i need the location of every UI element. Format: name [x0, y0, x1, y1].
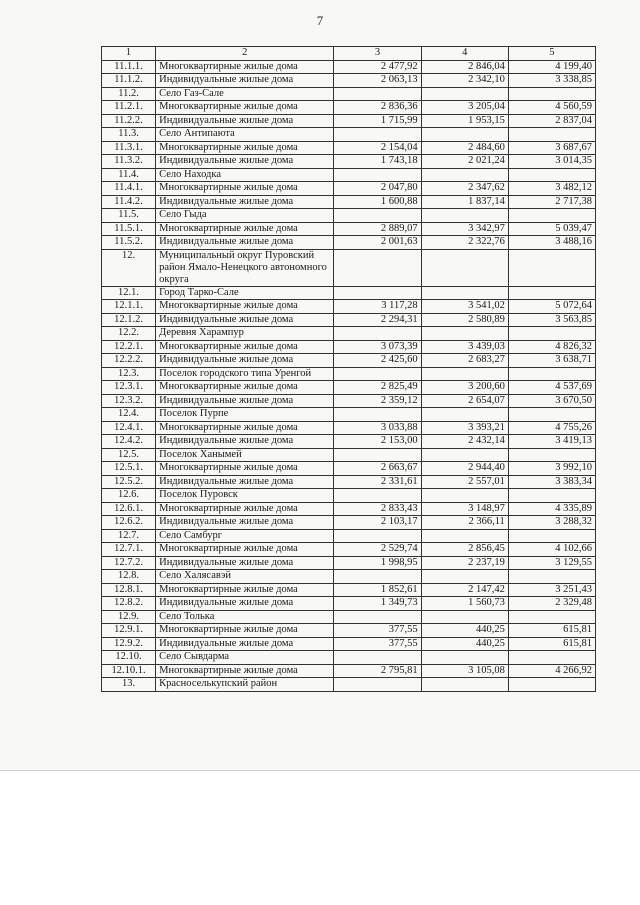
- table-row: [102, 155, 596, 169]
- row-name-cell: Многоквартирные жилые дома: [156, 502, 334, 516]
- value-col3-cell: 2 833,43: [334, 502, 421, 516]
- table-row: [102, 195, 596, 209]
- row-name-cell: Индивидуальные жилые дома: [156, 155, 334, 169]
- table-row: [102, 249, 596, 286]
- value-col5-cell: [508, 367, 595, 381]
- row-number-cell: 12.4.: [102, 408, 156, 422]
- value-col5-cell: 3 383,34: [508, 475, 595, 489]
- row-name-cell: Село Находка: [156, 168, 334, 182]
- value-col4-cell: [421, 209, 508, 223]
- value-col5-cell: 5 039,47: [508, 222, 595, 236]
- value-col5-cell: 3 687,67: [508, 141, 595, 155]
- row-number-cell: 12.: [102, 249, 156, 286]
- table-row: [102, 462, 596, 476]
- row-number-cell: 12.6.2.: [102, 516, 156, 530]
- table-row: [102, 408, 596, 422]
- value-col5-cell: [508, 610, 595, 624]
- table-row: [102, 678, 596, 692]
- table-row: [102, 286, 596, 300]
- row-number-cell: 11.3.: [102, 128, 156, 142]
- table-row: [102, 664, 596, 678]
- table-row: [102, 74, 596, 88]
- table-row: [102, 300, 596, 314]
- value-col3-cell: 377,55: [334, 637, 421, 651]
- value-col4-cell: 2 683,27: [421, 354, 508, 368]
- table-row: [102, 489, 596, 503]
- value-col5-cell: 3 129,55: [508, 556, 595, 570]
- row-name-cell: Многоквартирные жилые дома: [156, 300, 334, 314]
- value-col5-cell: 4 537,69: [508, 381, 595, 395]
- value-col5-cell: 3 419,13: [508, 435, 595, 449]
- value-col5-cell: 4 266,92: [508, 664, 595, 678]
- row-number-cell: 12.3.1.: [102, 381, 156, 395]
- value-col5-cell: 3 014,35: [508, 155, 595, 169]
- row-name-cell: Многоквартирные жилые дома: [156, 101, 334, 115]
- value-col4-cell: 1 953,15: [421, 114, 508, 128]
- table-row: [102, 556, 596, 570]
- value-col5-cell: 4 826,32: [508, 340, 595, 354]
- value-col5-cell: [508, 570, 595, 584]
- value-col4-cell: 3 200,60: [421, 381, 508, 395]
- table-row: [102, 610, 596, 624]
- value-col4-cell: 3 541,02: [421, 300, 508, 314]
- value-col5-cell: 5 072,64: [508, 300, 595, 314]
- value-col3-cell: [334, 678, 421, 692]
- row-name-cell: Село Гыда: [156, 209, 334, 223]
- table-row: [102, 313, 596, 327]
- table-row: [102, 624, 596, 638]
- value-col3-cell: 1 715,99: [334, 114, 421, 128]
- value-col4-cell: 1 837,14: [421, 195, 508, 209]
- value-col4-cell: 3 393,21: [421, 421, 508, 435]
- row-number-cell: 12.10.1.: [102, 664, 156, 678]
- table-row: [102, 381, 596, 395]
- value-col4-cell: 3 205,04: [421, 101, 508, 115]
- table-row: [102, 570, 596, 584]
- value-col3-cell: 2 063,13: [334, 74, 421, 88]
- row-number-cell: 12.5.1.: [102, 462, 156, 476]
- value-col5-cell: [508, 651, 595, 665]
- value-col4-cell: 2 021,24: [421, 155, 508, 169]
- value-col4-cell: [421, 610, 508, 624]
- table-row: [102, 597, 596, 611]
- value-col5-cell: 3 992,10: [508, 462, 595, 476]
- value-col4-cell: [421, 489, 508, 503]
- row-number-cell: 12.6.: [102, 489, 156, 503]
- row-name-cell: Многоквартирные жилые дома: [156, 222, 334, 236]
- row-name-cell: Село Халясавэй: [156, 570, 334, 584]
- row-number-cell: 12.1.: [102, 286, 156, 300]
- value-col3-cell: 2 425,60: [334, 354, 421, 368]
- row-number-cell: 11.5.1.: [102, 222, 156, 236]
- table-row: [102, 182, 596, 196]
- table-row: [102, 209, 596, 223]
- value-col3-cell: [334, 448, 421, 462]
- value-col5-cell: 3 670,50: [508, 394, 595, 408]
- row-name-cell: Многоквартирные жилые дома: [156, 60, 334, 74]
- value-col3-cell: [334, 610, 421, 624]
- row-number-cell: 12.2.2.: [102, 354, 156, 368]
- value-col3-cell: [334, 209, 421, 223]
- value-col3-cell: 2 294,31: [334, 313, 421, 327]
- value-col3-cell: [334, 367, 421, 381]
- value-col5-cell: [508, 209, 595, 223]
- row-number-cell: 11.1.1.: [102, 60, 156, 74]
- row-number-cell: 11.1.2.: [102, 74, 156, 88]
- value-col3-cell: 2 889,07: [334, 222, 421, 236]
- value-col3-cell: [334, 408, 421, 422]
- value-col5-cell: 615,81: [508, 637, 595, 651]
- row-name-cell: Индивидуальные жилые дома: [156, 236, 334, 250]
- value-col5-cell: 2 717,38: [508, 195, 595, 209]
- value-col3-cell: 2 153,00: [334, 435, 421, 449]
- row-name-cell: Многоквартирные жилые дома: [156, 421, 334, 435]
- table-row: [102, 101, 596, 115]
- row-name-cell: Многоквартирные жилые дома: [156, 182, 334, 196]
- value-col3-cell: 3 117,28: [334, 300, 421, 314]
- table-header-row: [102, 47, 596, 61]
- row-number-cell: 12.2.1.: [102, 340, 156, 354]
- row-number-cell: 11.2.2.: [102, 114, 156, 128]
- value-col4-cell: [421, 570, 508, 584]
- value-col3-cell: 2 001,63: [334, 236, 421, 250]
- table-row: [102, 637, 596, 651]
- value-col4-cell: 2 366,11: [421, 516, 508, 530]
- row-number-cell: 11.4.1.: [102, 182, 156, 196]
- value-col4-cell: [421, 651, 508, 665]
- table-row: [102, 168, 596, 182]
- value-col3-cell: 2 477,92: [334, 60, 421, 74]
- value-col5-cell: 3 338,85: [508, 74, 595, 88]
- header-cell-2: 2: [156, 47, 334, 61]
- row-name-cell: Поселок Ханымей: [156, 448, 334, 462]
- value-col4-cell: 3 148,97: [421, 502, 508, 516]
- table-row: [102, 475, 596, 489]
- row-name-cell: Индивидуальные жилые дома: [156, 313, 334, 327]
- value-col5-cell: 4 199,40: [508, 60, 595, 74]
- value-col5-cell: [508, 448, 595, 462]
- value-col4-cell: [421, 678, 508, 692]
- value-col5-cell: 4 560,59: [508, 101, 595, 115]
- row-name-cell: Многоквартирные жилые дома: [156, 141, 334, 155]
- header-cell-4: 4: [421, 47, 508, 61]
- value-col4-cell: [421, 286, 508, 300]
- table-row: [102, 60, 596, 74]
- value-col3-cell: 1 349,73: [334, 597, 421, 611]
- row-number-cell: 12.7.2.: [102, 556, 156, 570]
- row-number-cell: 12.3.: [102, 367, 156, 381]
- value-col5-cell: [508, 286, 595, 300]
- value-col5-cell: 615,81: [508, 624, 595, 638]
- row-number-cell: 12.5.: [102, 448, 156, 462]
- price-table: [101, 46, 596, 692]
- value-col4-cell: [421, 529, 508, 543]
- header-cell-5: 5: [508, 47, 595, 61]
- value-col3-cell: 2 529,74: [334, 543, 421, 557]
- value-col3-cell: 3 073,39: [334, 340, 421, 354]
- row-name-cell: Индивидуальные жилые дома: [156, 475, 334, 489]
- value-col3-cell: 3 033,88: [334, 421, 421, 435]
- value-col3-cell: [334, 286, 421, 300]
- row-name-cell: Многоквартирные жилые дома: [156, 462, 334, 476]
- table-row: [102, 236, 596, 250]
- table-row: [102, 114, 596, 128]
- value-col4-cell: 2 580,89: [421, 313, 508, 327]
- table-row: [102, 421, 596, 435]
- value-col4-cell: 3 105,08: [421, 664, 508, 678]
- value-col4-cell: 440,25: [421, 624, 508, 638]
- value-col4-cell: [421, 128, 508, 142]
- row-name-cell: Индивидуальные жилые дома: [156, 637, 334, 651]
- row-number-cell: 13.: [102, 678, 156, 692]
- row-number-cell: 11.4.2.: [102, 195, 156, 209]
- value-col5-cell: 2 329,48: [508, 597, 595, 611]
- value-col5-cell: 4 102,66: [508, 543, 595, 557]
- table-row: [102, 448, 596, 462]
- value-col3-cell: 2 331,61: [334, 475, 421, 489]
- row-number-cell: 12.1.1.: [102, 300, 156, 314]
- row-name-cell: Красноселькупский район: [156, 678, 334, 692]
- value-col4-cell: 2 944,40: [421, 462, 508, 476]
- value-col3-cell: 2 047,80: [334, 182, 421, 196]
- value-col5-cell: 3 488,16: [508, 236, 595, 250]
- row-number-cell: 12.7.: [102, 529, 156, 543]
- row-number-cell: 11.2.: [102, 87, 156, 101]
- row-name-cell: Многоквартирные жилые дома: [156, 340, 334, 354]
- row-number-cell: 12.9.: [102, 610, 156, 624]
- value-col5-cell: 3 288,32: [508, 516, 595, 530]
- value-col5-cell: 2 837,04: [508, 114, 595, 128]
- value-col5-cell: 4 755,26: [508, 421, 595, 435]
- value-col4-cell: 2 342,10: [421, 74, 508, 88]
- value-col5-cell: [508, 128, 595, 142]
- value-col4-cell: [421, 408, 508, 422]
- value-col3-cell: 2 825,49: [334, 381, 421, 395]
- row-name-cell: Село Толька: [156, 610, 334, 624]
- row-name-cell: Село Сывдарма: [156, 651, 334, 665]
- value-col3-cell: 2 836,36: [334, 101, 421, 115]
- value-col5-cell: [508, 529, 595, 543]
- value-col4-cell: 2 846,04: [421, 60, 508, 74]
- row-number-cell: 11.2.1.: [102, 101, 156, 115]
- row-name-cell: Индивидуальные жилые дома: [156, 556, 334, 570]
- table-row: [102, 529, 596, 543]
- table-row: [102, 327, 596, 341]
- row-number-cell: 11.3.1.: [102, 141, 156, 155]
- row-number-cell: 11.3.2.: [102, 155, 156, 169]
- row-number-cell: 11.4.: [102, 168, 156, 182]
- row-name-cell: Индивидуальные жилые дома: [156, 354, 334, 368]
- table-row: [102, 340, 596, 354]
- row-name-cell: Поселок Пуровск: [156, 489, 334, 503]
- row-number-cell: 12.9.1.: [102, 624, 156, 638]
- row-number-cell: 11.5.: [102, 209, 156, 223]
- value-col4-cell: [421, 327, 508, 341]
- value-col5-cell: [508, 408, 595, 422]
- value-col4-cell: [421, 168, 508, 182]
- row-number-cell: 12.8.2.: [102, 597, 156, 611]
- row-name-cell: Индивидуальные жилые дома: [156, 74, 334, 88]
- row-name-cell: Индивидуальные жилые дома: [156, 114, 334, 128]
- value-col4-cell: 2 654,07: [421, 394, 508, 408]
- value-col3-cell: 1 600,88: [334, 195, 421, 209]
- value-col4-cell: [421, 87, 508, 101]
- row-name-cell: Индивидуальные жилые дома: [156, 516, 334, 530]
- row-name-cell: Многоквартирные жилые дома: [156, 664, 334, 678]
- row-number-cell: 12.4.2.: [102, 435, 156, 449]
- row-number-cell: 12.10.: [102, 651, 156, 665]
- value-col3-cell: 2 359,12: [334, 394, 421, 408]
- value-col4-cell: 2 347,62: [421, 182, 508, 196]
- value-col5-cell: 3 482,12: [508, 182, 595, 196]
- table-row: [102, 394, 596, 408]
- value-col5-cell: 3 638,71: [508, 354, 595, 368]
- value-col4-cell: 3 342,97: [421, 222, 508, 236]
- value-col3-cell: 1 998,95: [334, 556, 421, 570]
- table-row: [102, 141, 596, 155]
- value-col4-cell: 2 237,19: [421, 556, 508, 570]
- value-col3-cell: [334, 168, 421, 182]
- value-col5-cell: [508, 327, 595, 341]
- value-col5-cell: 3 563,85: [508, 313, 595, 327]
- header-cell-1: 1: [102, 47, 156, 61]
- row-number-cell: 12.8.1.: [102, 583, 156, 597]
- page-number: 7: [316, 13, 324, 28]
- value-col3-cell: [334, 651, 421, 665]
- value-col3-cell: [334, 128, 421, 142]
- value-col3-cell: [334, 327, 421, 341]
- row-name-cell: Поселок Пурпе: [156, 408, 334, 422]
- table-row: [102, 543, 596, 557]
- value-col3-cell: 2 154,04: [334, 141, 421, 155]
- row-name-cell: Село Газ-Сале: [156, 87, 334, 101]
- value-col5-cell: [508, 168, 595, 182]
- row-name-cell: Индивидуальные жилые дома: [156, 195, 334, 209]
- value-col5-cell: 4 335,89: [508, 502, 595, 516]
- value-col4-cell: [421, 448, 508, 462]
- value-col3-cell: 2 103,17: [334, 516, 421, 530]
- value-col4-cell: [421, 249, 508, 286]
- value-col4-cell: [421, 367, 508, 381]
- value-col4-cell: 2 322,76: [421, 236, 508, 250]
- row-name-cell: Многоквартирные жилые дома: [156, 381, 334, 395]
- table-row: [102, 87, 596, 101]
- table-row: [102, 502, 596, 516]
- row-name-cell: Многоквартирные жилые дома: [156, 624, 334, 638]
- value-col3-cell: 1 743,18: [334, 155, 421, 169]
- value-col5-cell: [508, 489, 595, 503]
- value-col4-cell: 2 557,01: [421, 475, 508, 489]
- row-name-cell: Индивидуальные жилые дома: [156, 394, 334, 408]
- table-row: [102, 516, 596, 530]
- row-name-cell: Село Самбург: [156, 529, 334, 543]
- value-col4-cell: 440,25: [421, 637, 508, 651]
- header-cell-3: 3: [334, 47, 421, 61]
- value-col3-cell: [334, 87, 421, 101]
- row-number-cell: 12.9.2.: [102, 637, 156, 651]
- value-col3-cell: [334, 529, 421, 543]
- value-col3-cell: [334, 489, 421, 503]
- value-col3-cell: [334, 570, 421, 584]
- value-col3-cell: 2 663,67: [334, 462, 421, 476]
- row-number-cell: 12.1.2.: [102, 313, 156, 327]
- row-number-cell: 12.5.2.: [102, 475, 156, 489]
- table-row: [102, 651, 596, 665]
- row-name-cell: Индивидуальные жилые дома: [156, 435, 334, 449]
- table-row: [102, 367, 596, 381]
- row-name-cell: Муниципальный округ Пуровский район Ямало-Ненецкого автономного округа: [156, 249, 334, 286]
- row-name-cell: Город Тарко-Сале: [156, 286, 334, 300]
- row-number-cell: 12.4.1.: [102, 421, 156, 435]
- row-number-cell: 12.8.: [102, 570, 156, 584]
- row-name-cell: Многоквартирные жилые дома: [156, 543, 334, 557]
- row-number-cell: 12.3.2.: [102, 394, 156, 408]
- value-col5-cell: [508, 249, 595, 286]
- row-number-cell: 12.2.: [102, 327, 156, 341]
- value-col4-cell: 2 856,45: [421, 543, 508, 557]
- table-row: [102, 128, 596, 142]
- row-number-cell: 12.7.1.: [102, 543, 156, 557]
- row-name-cell: Село Антипаюта: [156, 128, 334, 142]
- row-name-cell: Деревня Харампур: [156, 327, 334, 341]
- table-row: [102, 435, 596, 449]
- value-col5-cell: [508, 678, 595, 692]
- value-col3-cell: 377,55: [334, 624, 421, 638]
- value-col4-cell: 2 484,60: [421, 141, 508, 155]
- value-col4-cell: 2 432,14: [421, 435, 508, 449]
- row-name-cell: Индивидуальные жилые дома: [156, 597, 334, 611]
- table-row: [102, 354, 596, 368]
- row-name-cell: Многоквартирные жилые дома: [156, 583, 334, 597]
- row-number-cell: 12.6.1.: [102, 502, 156, 516]
- table-row: [102, 583, 596, 597]
- value-col5-cell: [508, 87, 595, 101]
- value-col3-cell: [334, 249, 421, 286]
- value-col3-cell: 1 852,61: [334, 583, 421, 597]
- table-row: [102, 222, 596, 236]
- row-name-cell: Поселок городского типа Уренгой: [156, 367, 334, 381]
- value-col3-cell: 2 795,81: [334, 664, 421, 678]
- value-col5-cell: 3 251,43: [508, 583, 595, 597]
- value-col4-cell: 1 560,73: [421, 597, 508, 611]
- value-col4-cell: 3 439,03: [421, 340, 508, 354]
- row-number-cell: 11.5.2.: [102, 236, 156, 250]
- value-col4-cell: 2 147,42: [421, 583, 508, 597]
